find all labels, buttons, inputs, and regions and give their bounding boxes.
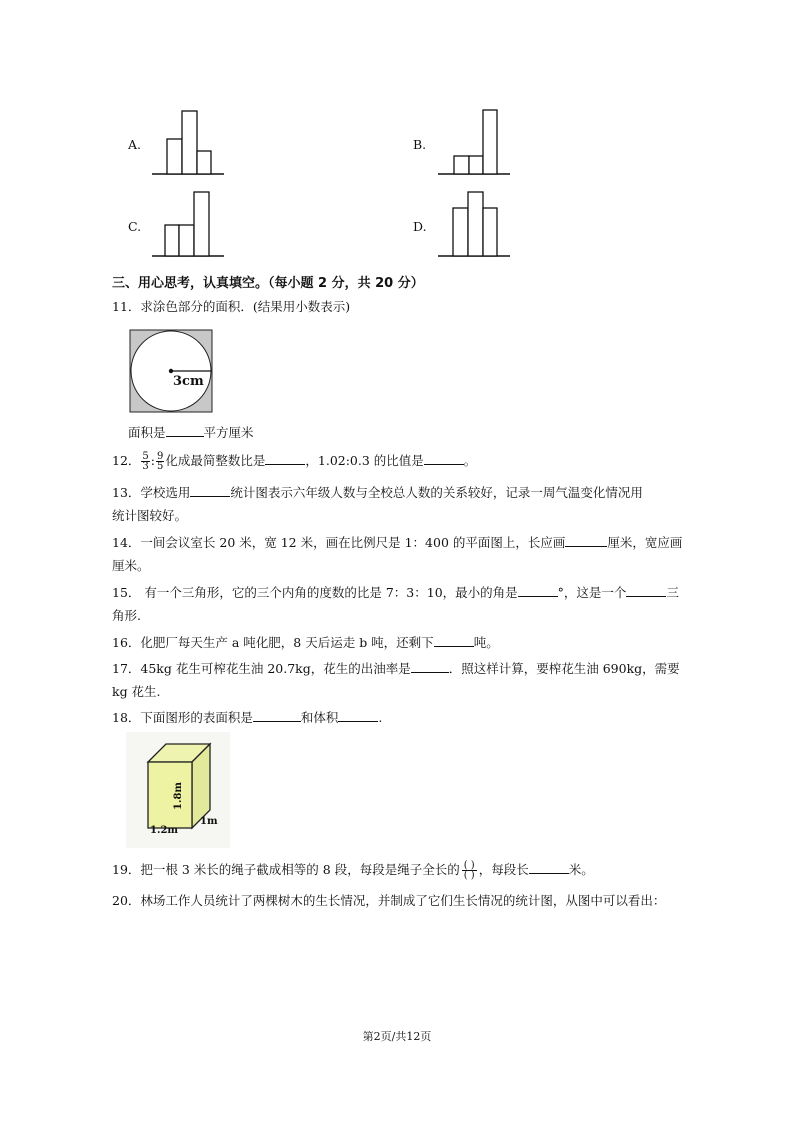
q13-text-a: 13．学校选用 [112, 485, 191, 500]
section-heading: 三、用心思考，认真填空。（每小题 2 分，共 20 分） [112, 276, 424, 291]
q19-fraction-blank[interactable]: $\frac{( )}{( )}$ [463, 860, 475, 881]
q11-circle-in-square-figure [129, 329, 213, 413]
option-d-bar-figure [436, 190, 514, 260]
q12-fraction-1: $\frac{5}{3}$ [142, 451, 149, 472]
option-b-label: B. [413, 137, 427, 152]
q15-text-c: 三 [666, 585, 679, 600]
question-16 [112, 634, 499, 651]
q18-text-a: 18．下面图形的表面积是 [112, 710, 253, 725]
q17-blank-1[interactable] [411, 660, 449, 673]
q18-cuboid-figure [126, 732, 230, 848]
q12-fraction-2: $\frac{9}{5}$ [157, 451, 164, 472]
q11-radius-label: 3cm [173, 374, 204, 389]
q19-text-c: 米。 [568, 862, 594, 877]
q12-text-mid2: ，1.02:0.3 的比值是 [305, 453, 424, 468]
q11-answer-prefix: 面积是 [128, 425, 166, 440]
q13-blank-1[interactable] [190, 484, 230, 497]
question-13-line-1 [112, 484, 643, 501]
option-d-label: D. [413, 219, 427, 234]
q18-blank-1[interactable] [253, 709, 301, 722]
q19-blank[interactable] [529, 861, 569, 874]
q17-text-a: 17．45kg 花生可榨花生油 20.7kg，花生的出油率是 [112, 661, 411, 676]
question-14-line-2: 厘米。 [112, 558, 150, 573]
q16-blank[interactable] [434, 634, 474, 647]
q19-text-a: 19．把一根 3 米长的绳子截成相等的 8 段，每段是绳子全长的 [112, 862, 460, 877]
q14-text-a: 14．一间会议室长 20 米，宽 12 米，画在比例尺是 1：400 的平面图上，长应画 [112, 535, 566, 550]
question-14-line-1 [112, 534, 682, 551]
q12-text-end: 。 [463, 453, 477, 468]
q11-answer-suffix: 平方厘米 [203, 425, 254, 440]
q18-length-label: 1.2m [150, 825, 178, 836]
q12-text-mid: 化成最简整数比是 [165, 453, 266, 468]
q12-blank-2[interactable] [424, 452, 464, 465]
q17-text-b: ．照这样计算，要榨花生油 690kg，需要 [448, 661, 680, 676]
question-12 [112, 452, 476, 471]
question-20: 20．林场工作人员统计了两棵树木的生长情况，并制成了它们生长情况的统计图，从图中可以看出： [112, 893, 666, 908]
q15-blank-2[interactable] [626, 584, 666, 597]
question-13-line-2: 统计图较好。 [112, 508, 188, 523]
q18-blank-2[interactable] [338, 709, 378, 722]
q13-text-b: 统计图表示六年级人数与全校总人数的关系较好，记录一周气温变化情况用 [230, 485, 643, 500]
question-18 [112, 709, 382, 726]
q12-number: 12． [112, 453, 141, 468]
option-c-bar-figure [150, 190, 228, 260]
question-15-line-1 [112, 584, 679, 601]
q18-text-b: 和体积 [300, 710, 339, 725]
q15-blank-1[interactable] [518, 584, 558, 597]
q14-blank-1[interactable] [565, 534, 607, 547]
q16-text-a: 16．化肥厂每天生产 a 吨化肥，8 天后运走 b 吨，还剩下 [112, 635, 434, 650]
option-a-bar-figure [150, 108, 228, 178]
q11-answer-line [128, 424, 254, 441]
q15-text-b: °，这是一个 [557, 585, 627, 600]
option-b-bar-figure [436, 108, 514, 178]
q16-text-b: 吨。 [473, 635, 499, 650]
page-footer: 第2页/共12页 [362, 1030, 432, 1043]
q11-answer-blank[interactable] [166, 424, 204, 437]
question-15-line-2: 角形. [112, 608, 141, 623]
q18-width-label: 1m [200, 816, 218, 827]
question-11: 11．求涂色部分的面积．(结果用小数表示) [112, 299, 351, 314]
q18-text-c: . [378, 710, 383, 725]
question-17-line-2: kg 花生. [112, 684, 161, 699]
q14-text-b: 厘米，宽应画 [607, 535, 683, 550]
q12-colon: : [150, 453, 155, 468]
question-17-line-1 [112, 660, 680, 677]
q15-text-a: 15． 有一个三角形，它的三个内角的度数的比是 7：3：10，最小的角是 [112, 585, 518, 600]
option-c-label: C. [128, 219, 142, 234]
q18-height-label: 1.8m [173, 782, 184, 810]
q12-blank-1[interactable] [265, 452, 305, 465]
question-19 [112, 861, 594, 880]
option-a-label: A. [128, 137, 142, 152]
q19-text-b: ，每段长 [478, 862, 529, 877]
